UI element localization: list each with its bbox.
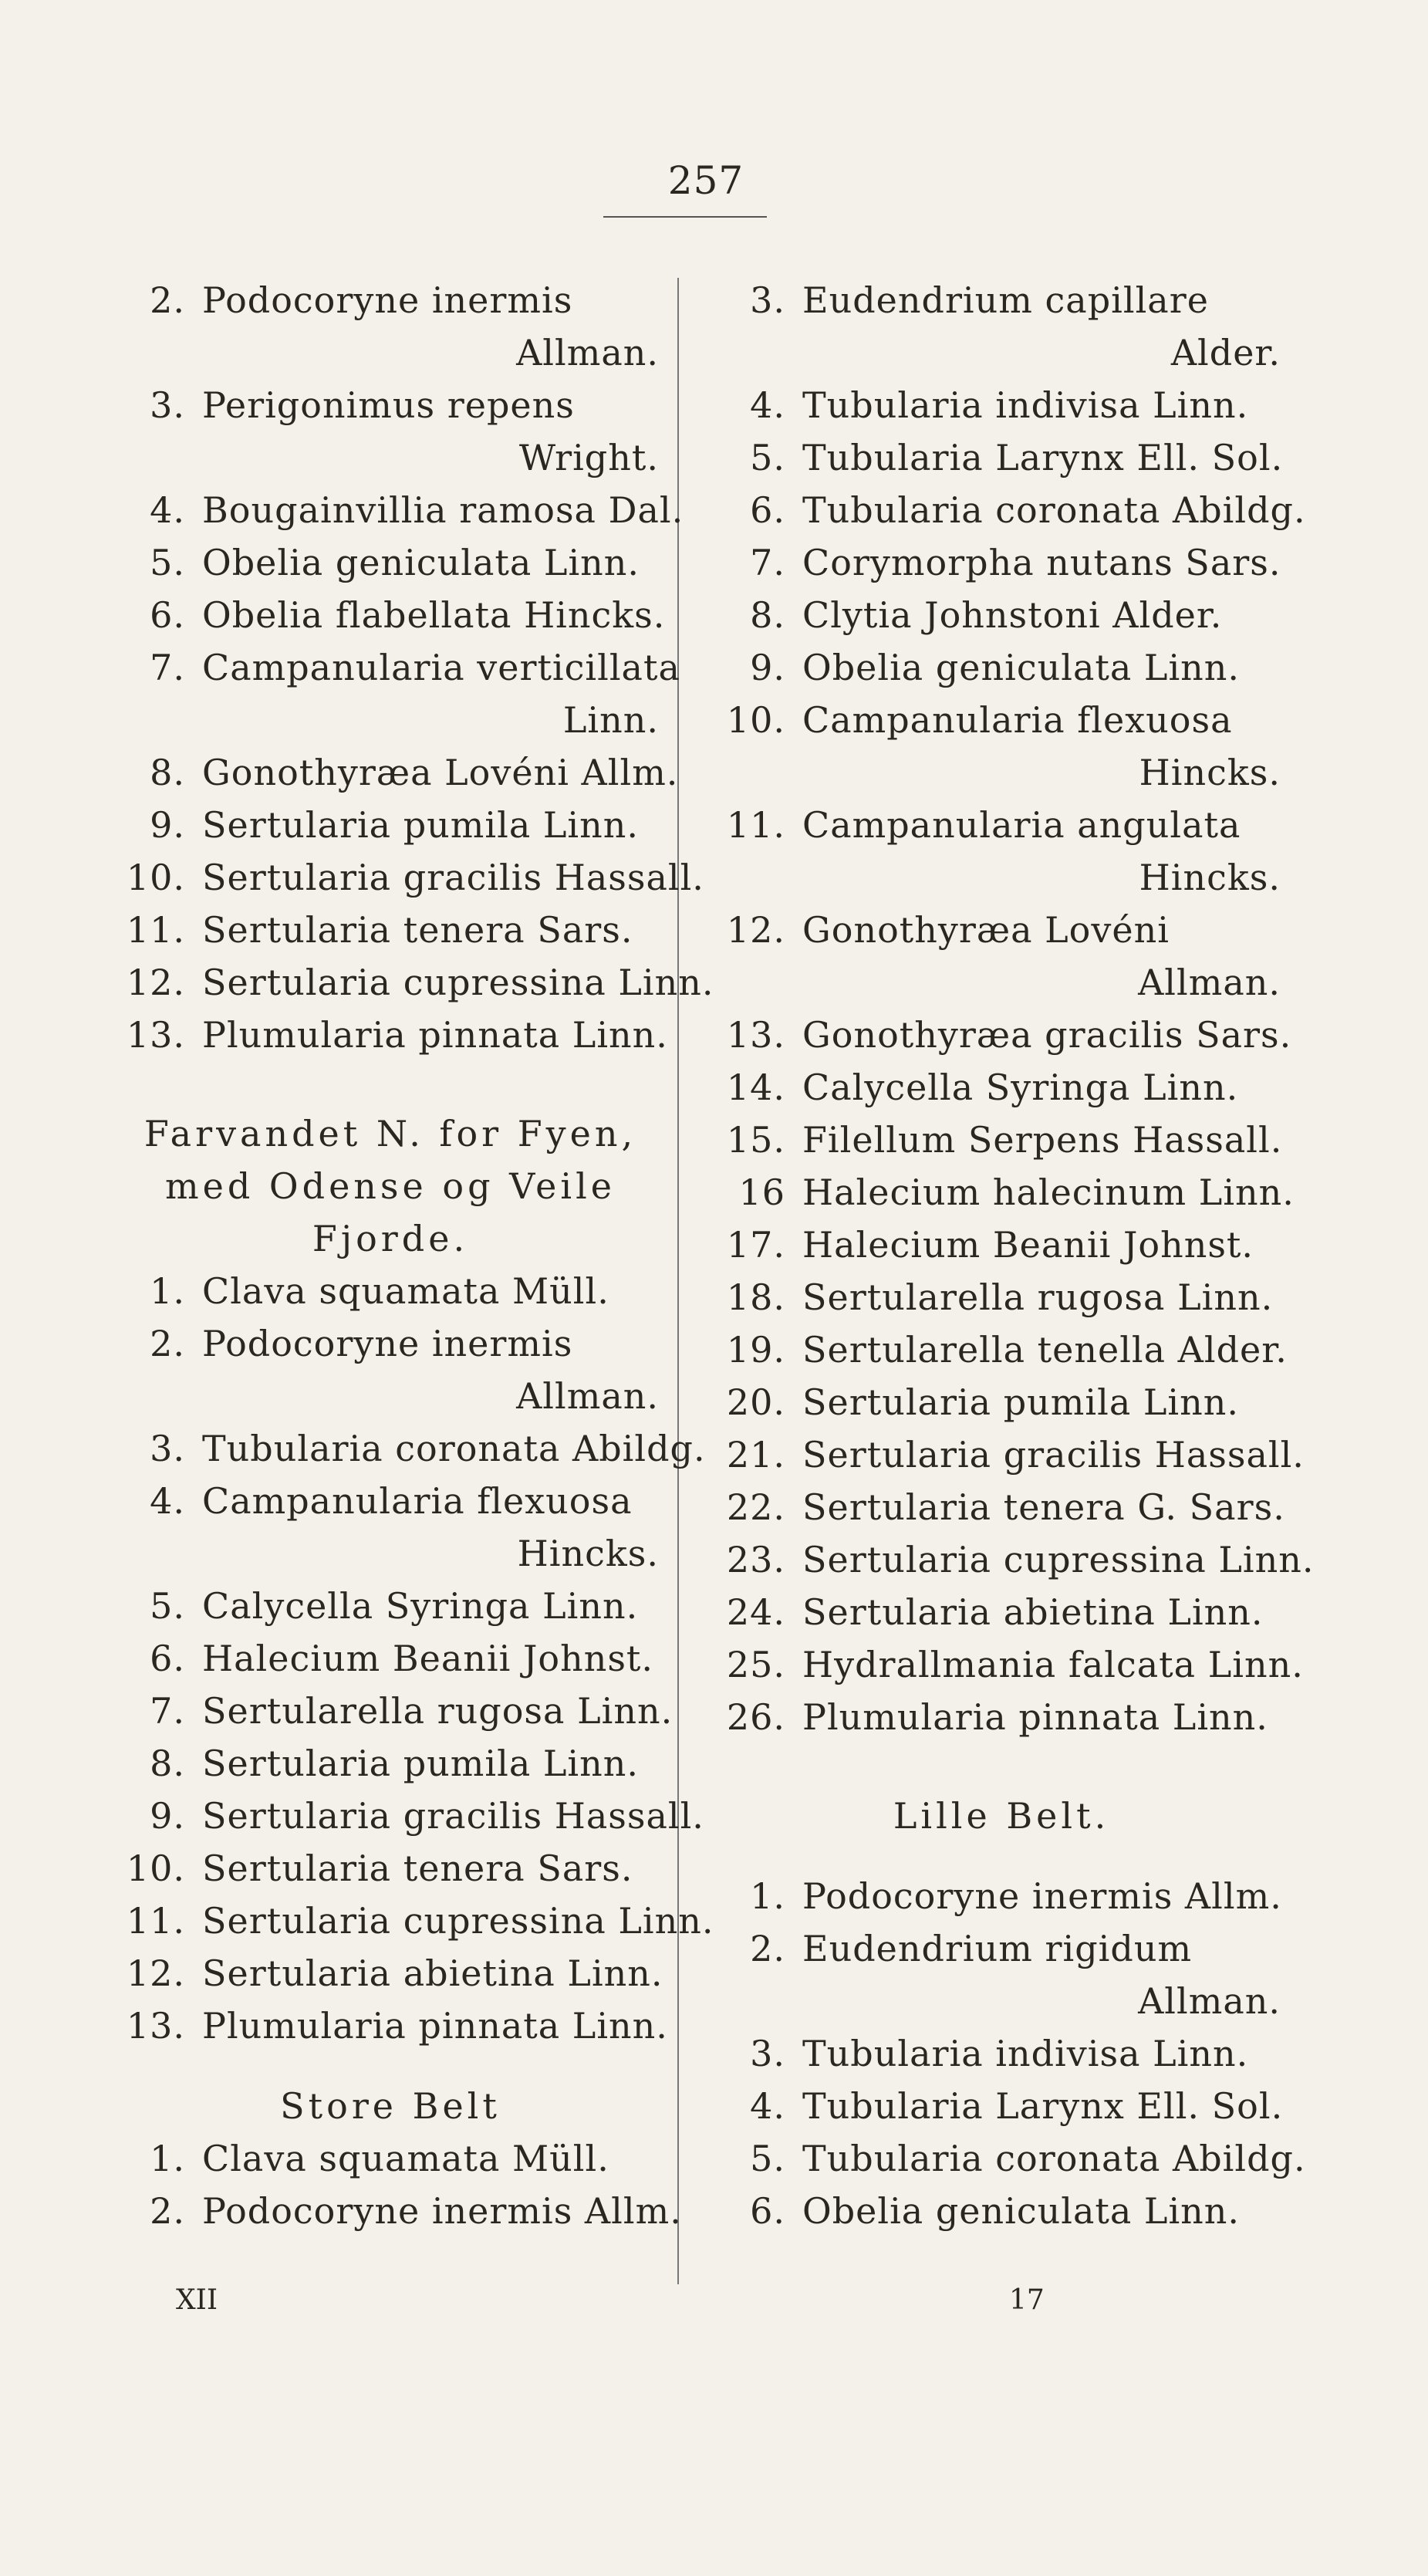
entry-number: 19.: [726, 1329, 785, 1371]
entry-number: 4.: [150, 489, 185, 531]
species-name: Obelia geniculata Linn.: [202, 542, 640, 583]
species-entry: [116, 536, 665, 589]
entry-line: [116, 1632, 665, 1685]
species-entry: [716, 1376, 1287, 1428]
species-name: Halecium Beanii Johnst.: [202, 1638, 654, 1679]
species-name: Podocoryne inermis: [202, 1323, 573, 1364]
entry-number: 5.: [750, 2138, 785, 2179]
entry-number: 4.: [750, 384, 785, 426]
entry-line: [716, 2185, 1287, 2237]
species-authority: Allman.: [516, 332, 659, 374]
entry-number: 3.: [150, 384, 185, 426]
species-name: Sertularia tenera Sars.: [202, 1847, 633, 1889]
species-entry: [716, 2132, 1306, 2185]
species-name: Sertularella tenella Alder.: [802, 1329, 1288, 1371]
species-name: Sertularia cupressina Linn.: [202, 1900, 714, 1942]
species-name: Obelia geniculata Linn.: [802, 2190, 1241, 2232]
species-entry: [716, 799, 1287, 904]
species-entry: [716, 2185, 1287, 2237]
entry-number: 8.: [150, 1743, 185, 1784]
species-name: Tubularia coronata Abildg.: [802, 489, 1306, 531]
entry-number: 13.: [126, 1014, 185, 1056]
species-entry: [716, 1638, 1304, 1691]
species-name: Sertularia cupressina Linn.: [202, 962, 714, 1003]
species-name: Sertularella rugosa Linn.: [202, 1690, 673, 1732]
entry-number: 9.: [150, 1795, 185, 1837]
species-name: Halecium halecinum Linn.: [802, 1171, 1295, 1213]
entry-line: [716, 1428, 1305, 1481]
entry-number: 2.: [750, 1928, 785, 1969]
species-name: Tubularia Larynx Ell. Sol.: [802, 437, 1284, 478]
entry-line: [116, 589, 665, 641]
species-entry: [716, 274, 1287, 379]
entry-line: [116, 1947, 665, 2000]
species-name: Bougainvillia ramosa Dal.: [202, 489, 684, 531]
entry-number: 9.: [150, 804, 185, 846]
species-entry: [116, 1947, 665, 2000]
left-list-1: [116, 274, 714, 1061]
entry-line: [716, 1870, 1287, 1922]
species-entry: [116, 1842, 665, 1895]
entry-number: 16: [738, 1171, 785, 1213]
species-entry: [716, 2080, 1287, 2132]
entry-number: 10.: [726, 699, 785, 741]
entry-line: [716, 2027, 1287, 2080]
species-authority: Alder.: [1170, 332, 1281, 374]
species-entry: [116, 851, 704, 904]
species-name: Sertularia pumila Linn.: [202, 1743, 640, 1784]
species-entry: [116, 1475, 665, 1580]
species-name: Hydrallmania falcata Linn.: [802, 1644, 1304, 1685]
entry-line: [716, 2080, 1287, 2132]
species-authority: Linn.: [562, 699, 659, 741]
species-name: Clava squamata Müll.: [202, 1270, 609, 1312]
entry-line: [116, 1475, 665, 1527]
entry-number: 22.: [726, 1486, 785, 1528]
entry-line: [116, 379, 665, 431]
entry-number: 8.: [150, 752, 185, 793]
species-entry: [716, 1271, 1287, 1323]
entry-line: [716, 2132, 1306, 2185]
entry-number: 13.: [726, 1014, 785, 1056]
entry-number: 14.: [726, 1067, 785, 1108]
page-number: 257: [667, 158, 744, 203]
entry-line: [116, 746, 679, 799]
entry-line: [116, 2185, 682, 2237]
species-name: Sertularia gracilis Hassall.: [802, 1434, 1305, 1476]
entry-number: 21.: [726, 1434, 785, 1476]
species-entry: [716, 1428, 1305, 1481]
entry-line: [716, 1323, 1287, 1376]
section-gap: [716, 1743, 1287, 1790]
species-name: Halecium Beanii Johnst.: [802, 1224, 1254, 1266]
species-entry: [116, 799, 665, 851]
entry-number: 7.: [150, 1690, 185, 1732]
species-authority: Wright.: [518, 437, 659, 478]
species-name: Sertularia tenera G. Sars.: [802, 1486, 1285, 1528]
entry-number: 2.: [150, 279, 185, 321]
species-name: Eudendrium capillare: [802, 279, 1209, 321]
section-heading-line: Farvandet N. for Fyen,: [143, 1113, 637, 1154]
entry-number: 11.: [126, 909, 185, 951]
species-entry: [716, 1922, 1287, 2027]
entry-number: 7.: [150, 647, 185, 688]
right-list-2: [716, 1870, 1306, 2237]
entry-number: 3.: [750, 2033, 785, 2074]
entry-line: [116, 1317, 665, 1370]
entry-number: 4.: [150, 1480, 185, 1522]
species-entry: [716, 1481, 1287, 1533]
entry-number: 2.: [150, 2190, 185, 2232]
header-rule: [603, 216, 767, 218]
species-authority: Allman.: [516, 1375, 659, 1417]
entry-line: [116, 1009, 668, 1061]
species-name: Gonothyræa Lovéni Allm.: [202, 752, 679, 793]
entry-line: [116, 799, 665, 851]
entry-number: 12.: [126, 962, 185, 1003]
species-name: Gonothyræa Lovéni: [802, 909, 1170, 951]
species-entry: [116, 2000, 668, 2052]
column-divider: [677, 278, 679, 2284]
species-name: Filellum Serpens Hassall.: [802, 1119, 1283, 1161]
entry-line: [716, 641, 1287, 694]
entry-number: 15.: [726, 1119, 785, 1161]
species-name: Calycella Syringa Linn.: [202, 1585, 639, 1627]
entry-number: 10.: [126, 857, 185, 898]
entry-line: [116, 484, 684, 536]
species-name: Sertularia abietina Linn.: [202, 1952, 663, 1994]
species-entry: [716, 694, 1287, 799]
entry-line: [716, 1691, 1287, 1743]
species-entry: [116, 746, 679, 799]
entry-line: [716, 484, 1306, 536]
section-heading-line: med Odense og Veile: [165, 1165, 616, 1207]
species-entry: [716, 484, 1306, 536]
entry-line: [716, 536, 1287, 589]
species-entry: [116, 2132, 665, 2185]
entry-number: 17.: [726, 1224, 785, 1266]
entry-number: 8.: [750, 594, 785, 636]
species-entry: [116, 1685, 673, 1737]
species-name: Campanularia angulata: [802, 804, 1241, 846]
entry-number: 1.: [150, 1270, 185, 1312]
species-entry: [716, 1061, 1287, 1114]
entry-number: 6.: [150, 1638, 185, 1679]
species-name: Sertularia abietina Linn.: [802, 1591, 1264, 1633]
entry-line: [716, 379, 1287, 431]
species-name: Sertularia tenera Sars.: [202, 909, 633, 951]
section-heading-line: Fjorde.: [312, 1218, 469, 1259]
entry-number: 20.: [726, 1381, 785, 1423]
entry-number: 5.: [150, 1585, 185, 1627]
section-heading: Lille Belt.: [893, 1795, 1110, 1837]
species-name: Tubularia coronata Abildg.: [202, 1428, 706, 1469]
species-entry: [116, 1422, 706, 1475]
species-name: Gonothyræa gracilis Sars.: [802, 1014, 1292, 1056]
species-entry: [116, 1265, 665, 1317]
species-name: Obelia flabellata Hincks.: [202, 594, 666, 636]
species-entry: [116, 1317, 665, 1422]
entry-number: 12.: [126, 1952, 185, 1994]
species-entry: [116, 589, 665, 641]
entry-number: 23.: [726, 1539, 785, 1580]
section-gap: [116, 2052, 665, 2080]
entry-number: 11.: [726, 804, 785, 846]
species-entry: [716, 641, 1287, 694]
right-column: [716, 274, 1315, 2237]
left-list-2: [116, 1265, 714, 2052]
species-entry: [716, 536, 1287, 589]
entry-line: [716, 1166, 1295, 1219]
species-entry: [716, 1533, 1315, 1586]
species-name: Perigonimus repens: [202, 384, 575, 426]
species-name: Clytia Johnstoni Alder.: [802, 594, 1223, 636]
species-authority: Allman.: [1138, 962, 1281, 1003]
entry-line: [116, 1737, 665, 1790]
sheet-number: 17: [1009, 2284, 1045, 2316]
species-name: Corymorpha nutans Sars.: [802, 542, 1281, 583]
entry-number: 7.: [750, 542, 785, 583]
species-name: Tubularia indivisa Linn.: [802, 2033, 1249, 2074]
species-name: Tubularia indivisa Linn.: [802, 384, 1249, 426]
entry-line: [716, 1376, 1287, 1428]
species-name: Eudendrium rigidum: [802, 1928, 1193, 1969]
entry-number: 1.: [150, 2138, 185, 2179]
species-entry: [116, 1895, 714, 1947]
entry-line: [716, 1009, 1292, 1061]
section-gap: [716, 1842, 1287, 1870]
species-name: Sertularella rugosa Linn.: [802, 1276, 1274, 1318]
entry-line: [716, 904, 1287, 956]
species-entry: [116, 2185, 682, 2237]
entry-number: 13.: [126, 2005, 185, 2047]
entry-number: 6.: [150, 594, 185, 636]
species-name: Tubularia coronata Abildg.: [802, 2138, 1306, 2179]
species-entry: [116, 1632, 665, 1685]
species-authority: Hincks.: [1139, 857, 1281, 898]
entry-line: [716, 1533, 1315, 1586]
entry-line: [116, 1265, 665, 1317]
species-entry: [716, 1586, 1287, 1638]
species-authority: Hincks.: [1139, 752, 1281, 793]
entry-line: [116, 1580, 665, 1632]
entry-number: 6.: [750, 2190, 785, 2232]
right-list-1: [716, 274, 1315, 1743]
entry-line: [716, 799, 1287, 851]
species-name: Podocoryne inermis: [202, 279, 573, 321]
entry-line: [716, 1219, 1287, 1271]
entry-line: [716, 274, 1287, 326]
species-name: Sertularia pumila Linn.: [202, 804, 640, 846]
species-name: Plumularia pinnata Linn.: [202, 1014, 668, 1056]
signature-mark: XII: [176, 2284, 218, 2316]
species-entry: [116, 379, 665, 484]
species-entry: [116, 1790, 704, 1842]
species-entry: [716, 379, 1287, 431]
species-name: Sertularia gracilis Hassall.: [202, 1795, 704, 1837]
species-entry: [116, 904, 665, 956]
species-name: Tubularia Larynx Ell. Sol.: [802, 2085, 1284, 2127]
entry-number: 3.: [150, 1428, 185, 1469]
species-name: Campanularia flexuosa: [802, 699, 1233, 741]
entry-line: [716, 589, 1287, 641]
entry-line: [116, 641, 680, 694]
species-name: Obelia geniculata Linn.: [802, 647, 1241, 688]
species-name: Clava squamata Müll.: [202, 2138, 609, 2179]
entry-line: [116, 1895, 714, 1947]
entry-number: 6.: [750, 489, 785, 531]
entry-line: [716, 1114, 1287, 1166]
entry-line: [116, 2000, 668, 2052]
species-entry: [116, 1580, 665, 1632]
species-name: Podocoryne inermis Allm.: [802, 1875, 1282, 1917]
entry-line: [716, 1586, 1287, 1638]
entry-number: 4.: [750, 2085, 785, 2127]
entry-line: [716, 1481, 1287, 1533]
species-name: Sertularia gracilis Hassall.: [202, 857, 704, 898]
left-column: [116, 274, 714, 2237]
entry-line: [116, 2132, 665, 2185]
species-entry: [716, 904, 1287, 1009]
entry-line: [716, 431, 1287, 484]
entry-line: [716, 1638, 1304, 1691]
species-entry: [716, 1323, 1287, 1376]
entry-line: [716, 1922, 1287, 1975]
entry-line: [116, 1422, 706, 1475]
entry-line: [116, 536, 665, 589]
entry-line: [116, 851, 704, 904]
species-entry: [116, 484, 684, 536]
entry-line: [716, 1271, 1287, 1323]
entry-line: [716, 694, 1287, 746]
species-name: Calycella Syringa Linn.: [802, 1067, 1239, 1108]
entry-line: [116, 956, 714, 1009]
species-entry: [116, 1009, 668, 1061]
species-entry: [716, 1114, 1287, 1166]
entry-number: 18.: [726, 1276, 785, 1318]
entry-line: [716, 1061, 1287, 1114]
species-entry: [116, 641, 680, 746]
species-entry: [716, 589, 1287, 641]
species-name: Sertularia cupressina Linn.: [802, 1539, 1315, 1580]
entry-line: [116, 1685, 673, 1737]
species-entry: [716, 1219, 1287, 1271]
species-entry: [716, 1691, 1287, 1743]
species-name: Plumularia pinnata Linn.: [202, 2005, 668, 2047]
entry-line: [116, 904, 665, 956]
entry-number: 9.: [750, 647, 785, 688]
entry-number: 11.: [126, 1900, 185, 1942]
species-entry: [716, 2027, 1287, 2080]
species-entry: [716, 431, 1287, 484]
species-name: Campanularia verticillata: [202, 647, 680, 688]
entry-number: 25.: [726, 1644, 785, 1685]
section-gap: [116, 1061, 665, 1107]
species-name: Sertularia pumila Linn.: [802, 1381, 1240, 1423]
entry-number: 5.: [150, 542, 185, 583]
entry-line: [116, 1842, 665, 1895]
species-entry: [116, 956, 714, 1009]
section-heading: Store Belt: [280, 2085, 501, 2127]
entry-line: [116, 274, 665, 326]
species-entry: [716, 1009, 1292, 1061]
species-authority: Hincks.: [517, 1533, 659, 1574]
entry-line: [116, 1790, 704, 1842]
species-name: Plumularia pinnata Linn.: [802, 1696, 1268, 1738]
entry-number: 12.: [726, 909, 785, 951]
entry-number: 1.: [750, 1875, 785, 1917]
species-entry: [716, 1166, 1295, 1219]
entry-number: 3.: [750, 279, 785, 321]
species-entry: [716, 1870, 1287, 1922]
species-entry: [116, 1737, 665, 1790]
species-entry: [116, 274, 665, 379]
species-authority: Allman.: [1138, 1980, 1281, 2022]
left-list-3: [116, 2132, 682, 2237]
entry-number: 10.: [126, 1847, 185, 1889]
species-name: Podocoryne inermis Allm.: [202, 2190, 682, 2232]
entry-number: 5.: [750, 437, 785, 478]
species-name: Campanularia flexuosa: [202, 1480, 633, 1522]
entry-number: 2.: [150, 1323, 185, 1364]
entry-number: 26.: [726, 1696, 785, 1738]
entry-number: 24.: [726, 1591, 785, 1633]
